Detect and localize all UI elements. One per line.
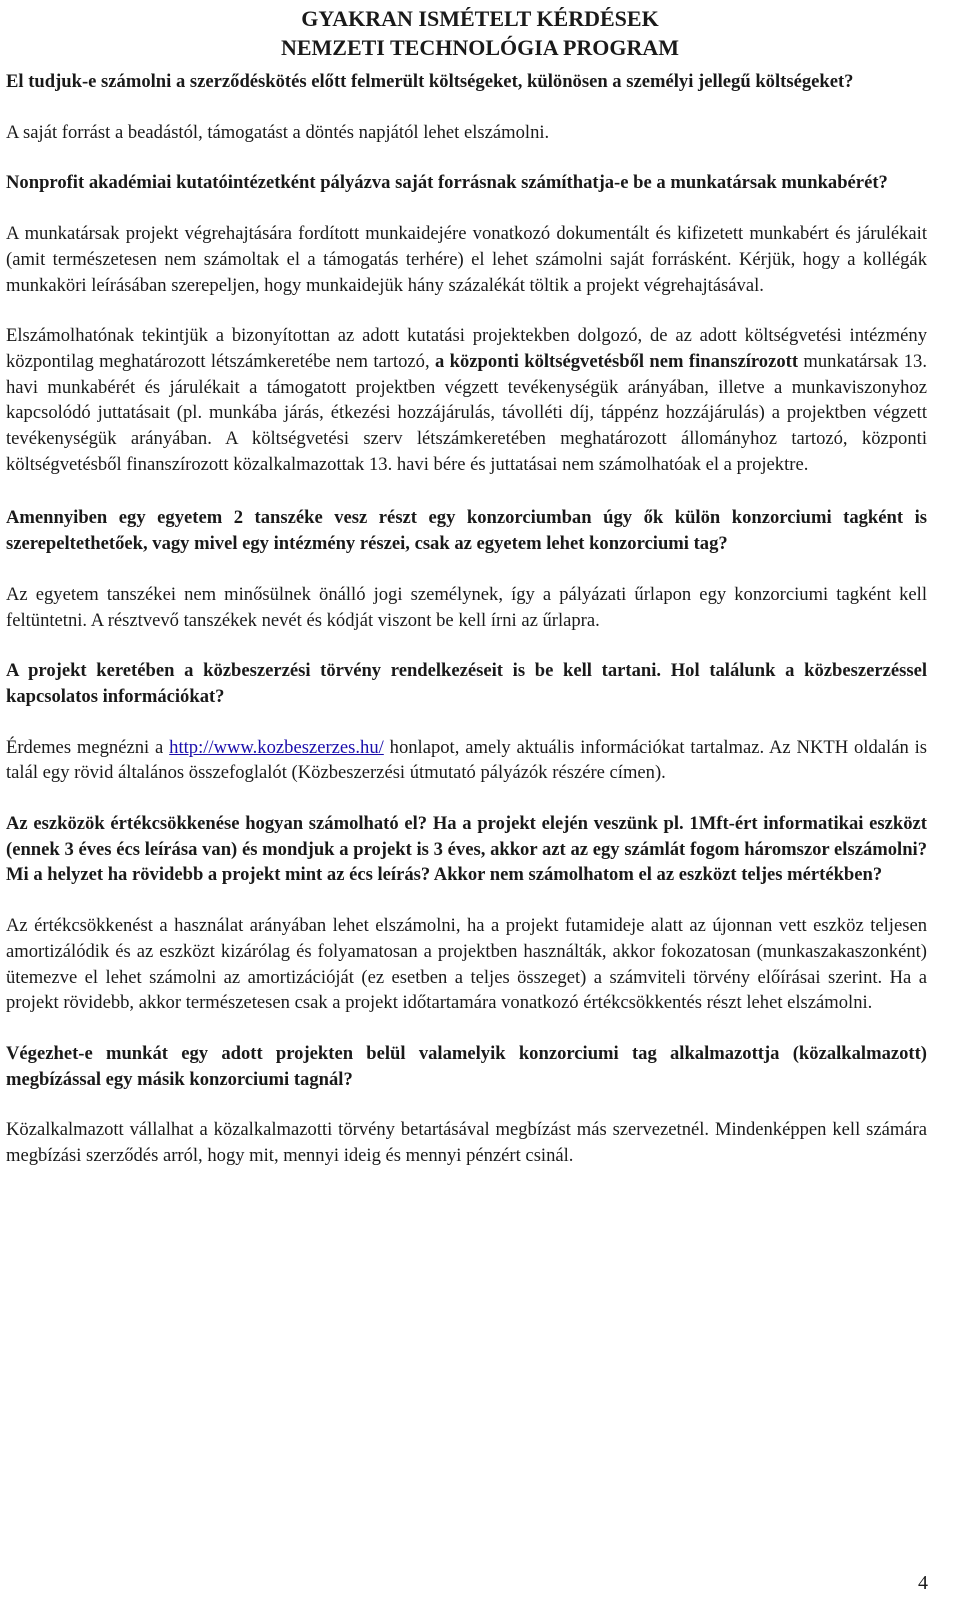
answer-1: A saját forrást a beadástól, támogatást a döntés napjától lehet elszámolni.: [6, 121, 550, 143]
answer-5-part2: honlapot, amely aktuális információkat tartalmaz. Az NKTH oldalán is talál egy rövid általános összefoglalót (Közbeszerzési útmutató pályázók részére címen).: [6, 736, 927, 784]
answer-2: A munkatársak projekt végrehajtására fordított munkaidejére vonatkozó dokumentált és kifizetett munkabért és járulékait (amit természetesen nem számoltak el a támogatás terhére) el lehet számolni saját forrásként. Kérjük, hogy a kollégák munkaköri leírásában szerepeljen, hogy munkaidejük hány százalékát töltik a projekt végrehajtásával.: [6, 223, 927, 296]
answer-4: Az egyetem tanszékei nem minősülnek önálló jogi személynek, így a pályázati űrlapon egy konzorciumi tagként kell feltüntetni. A résztvevő tanszékek nevét és kódját viszont be kell írni az űrlapra.: [6, 583, 927, 631]
answer-3-part2: munkatársak 13. havi munkabérét és járulékait a támogatott projektben végzett tevékenységük arányában, illetve a munkaviszonyhoz kapcsolódó juttatásait (pl. munkába járás, étkezési hozzájárulás, távolléti díj, táppénz hozzájárulás) a projektben végzett tevékenységük arányában. A költségvetési szerv létszámkeretében meghatározott állományhoz tartozó, központi költségvetésből finanszírozott közalkalmazottak 13. havi bére és juttatásai nem számolhatóak el a projektre.: [6, 350, 928, 475]
answer-5-part1: Érdemes megnézni a: [6, 736, 170, 758]
header-title: GYAKRAN ISMÉTELT KÉRDÉSEK: [301, 6, 659, 31]
answer-7: Közalkalmazott vállalhat a közalkalmazotti törvény betartásával megbízást más szervezetnél. Mindenképpen kell számára megbízási szerződés arról, hogy mit, mennyi ideig és mennyi pénzért csinál.: [6, 1119, 927, 1167]
question-4: A projekt keretében a közbeszerzési törvény rendelkezéseit is be kell tartani. Hol találunk a közbeszerzéssel kapcsolatos információkat?: [6, 660, 927, 707]
answer-5: [6, 735, 927, 786]
answer-3: [6, 323, 927, 477]
question-6: Végezhet-e munkát egy adott projekten belül valamelyik konzorciumi tag alkalmazottja (közalkalmazott) megbízással egy másik konzorciumi tagnál?: [6, 1042, 927, 1090]
header-subtitle: NEMZETI TECHNOLÓGIA PROGRAM: [280, 35, 680, 60]
answer-3-part1: Elszámolhatónak tekintjük a bizonyítottan az adott kutatási projektekben dolgozó, de az adott költségvetési intézmény központilag meghatározott létszámkeretébe nem tartozó,: [6, 325, 927, 372]
page-number: 4: [918, 1572, 928, 1594]
question-1: El tudjuk-e számolni a szerződéskötés előtt felmerült költségeket, különösen a személyi jellegű költségeket?: [6, 71, 854, 92]
kozbeszerzes-link[interactable]: http://www.kozbeszerzes.hu/: [169, 736, 384, 758]
question-3: Amennyiben egy egyetem 2 tanszéke vesz részt egy konzorciumban úgy ők külön konzorciumi tagként is szerepeltethetőek, vagy mivel egy intézmény részei, csak az egyetem lehet konzorciumi tag?: [6, 507, 927, 555]
document-header: [0, 4, 960, 62]
faq-content: [6, 69, 927, 1169]
answer-3-bold: a központi költségvetésből nem finanszírozott: [435, 350, 799, 372]
question-2: Nonprofit akadémiai kutatóintézetként pályázva saját forrásnak számíthatja-e be a munkatársak munkabérét?: [6, 172, 888, 194]
question-5: Az eszközök értékcsökkenése hogyan számolható el? Ha a projekt elején veszünk pl. 1Mft-ért informatikai eszközt (ennek 3 éves écs leírása van) és mondjuk a projekt is 3 éves, akkor azt az egy számlát fogom háromszor elszámolni? Mi a helyzet ha rövidebb a projekt mint az écs leírás? Akkor nem számolhatom el az eszközt teljes mértékben?: [6, 813, 927, 886]
answer-6: Az értékcsökkenést a használat arányában lehet elszámolni, ha a projekt futamideje alatt az újonnan vett eszköz teljesen amortizálódik és az eszközt kizárólag és folyamatosan a projektben használták, akkor fokozatosan (munkaszakaszonként) ütemezve el lehet számolni az amortizációját (ez esetben a teljes összeget) a számviteli törvény előírásai szerint. Ha a projekt rövidebb, akkor természetesen csak a projekt időtartamára vonatkozó értékcsökkentés részt lehet elszámolni.: [6, 915, 927, 1014]
